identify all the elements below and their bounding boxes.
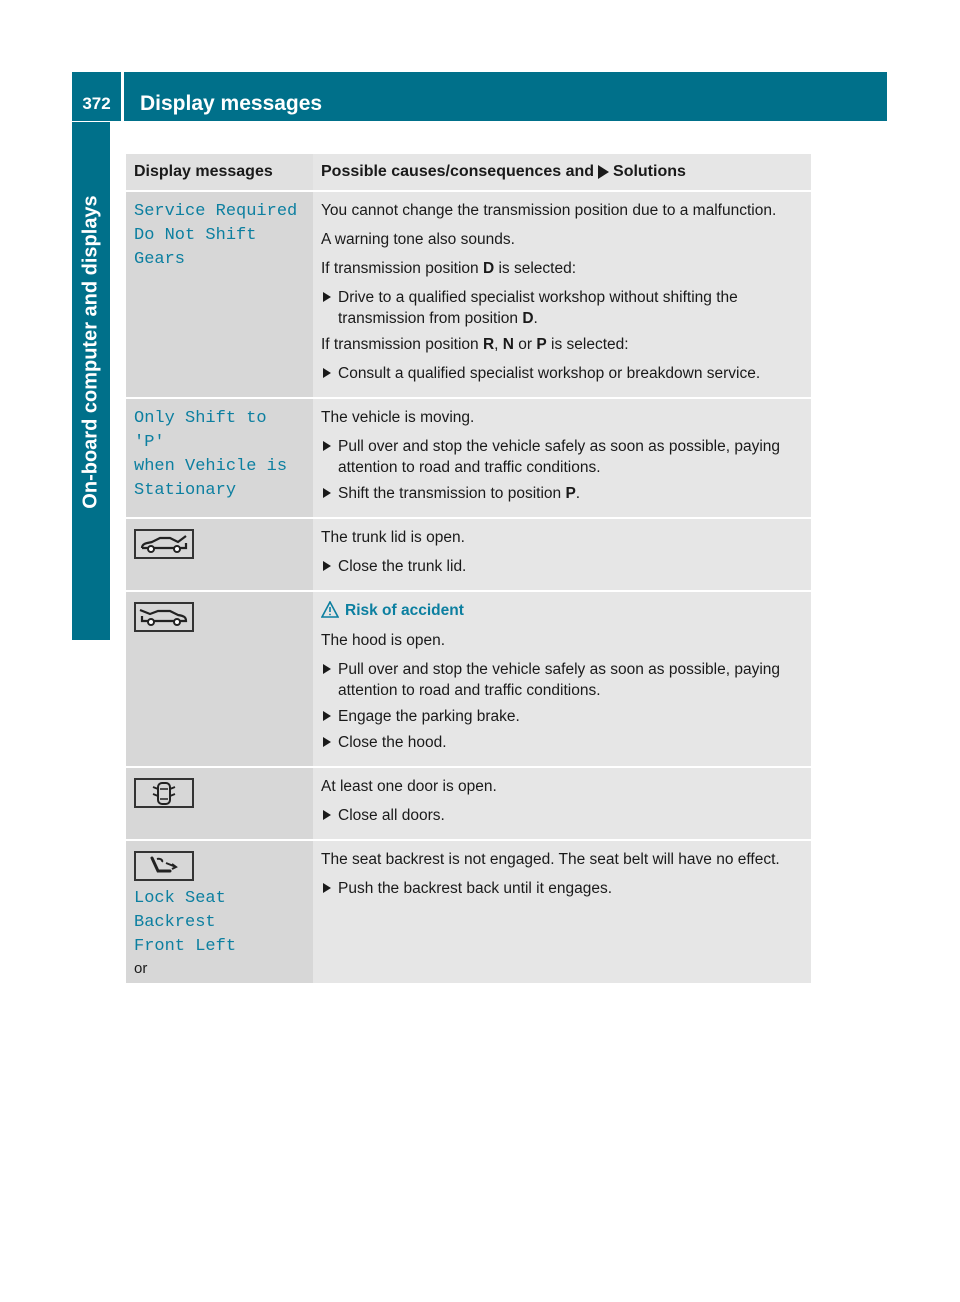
message-cell (126, 518, 313, 591)
text-part: . (575, 485, 581, 502)
solution-step: Pull over and stop the vehicle safely as soon as possible, paying attention to road and traffic conditions. (321, 659, 803, 701)
cause-text: The seat backrest is not engaged. The seat belt will have no effect. (321, 851, 780, 868)
solution-step: Close the hood. (321, 732, 803, 753)
section-title: Display messages (140, 92, 323, 115)
col-header-causes (313, 154, 811, 191)
message-cell (126, 767, 313, 840)
text-part: If transmission position (321, 260, 483, 277)
col-header-causes-text: Possible causes/consequences and (321, 163, 595, 180)
solution-arrow-icon (598, 165, 609, 179)
text-bold: P (565, 485, 576, 502)
solution-cell (313, 398, 811, 518)
page-number: 372 (72, 72, 124, 121)
message-line: Only Shift to 'P' (134, 409, 267, 452)
table-row (126, 191, 811, 398)
solution-step: Pull over and stop the vehicle safely as soon as possible, paying attention to road and traffic conditions. (321, 436, 803, 478)
cause-text: A warning tone also sounds. (321, 231, 515, 248)
solution-cell (313, 591, 811, 767)
table-row (126, 840, 811, 983)
or-text: or (134, 960, 148, 977)
col-header-solutions-text: Solutions (613, 163, 686, 180)
cause-text (321, 258, 803, 279)
cause-text: The hood is open. (321, 632, 446, 649)
text-part: is selected: (494, 260, 577, 277)
solution-step: Close all doors. (321, 805, 803, 826)
solution-cell (313, 840, 811, 983)
table-row (126, 591, 811, 767)
text-bold: D (482, 260, 495, 277)
col-header-display-messages: Display messages (126, 154, 313, 191)
warning-triangle-icon (321, 601, 339, 618)
table-header-row (126, 154, 811, 191)
trunk-open-icon (134, 529, 194, 559)
solution-step: Engage the parking brake. (321, 706, 803, 727)
solution-cell (313, 518, 811, 591)
text-bold: N (502, 336, 514, 353)
message-line: Do Not Shift Gears (134, 226, 257, 269)
cause-text: The trunk lid is open. (321, 529, 465, 546)
cause-text: You cannot change the transmission position due to a malfunction. (321, 202, 777, 219)
cause-text (321, 334, 803, 355)
message-line: Service Required (134, 202, 298, 221)
seat-backrest-icon (134, 851, 194, 881)
message-line: Lock Seat Backrest (134, 889, 226, 932)
message-line: Front Left (134, 937, 237, 956)
text-part: Drive to a qualified specialist workshop without shifting the transmission from position (338, 289, 738, 327)
text-bold: R (482, 336, 495, 353)
warning-heading (321, 600, 803, 621)
message-line: when Vehicle is (134, 457, 288, 476)
hood-open-icon (134, 602, 194, 632)
message-cell (126, 191, 313, 398)
solution-cell (313, 767, 811, 840)
side-tab-label: On-board computer and displays (79, 195, 102, 509)
cause-text: At least one door is open. (321, 778, 497, 795)
solution-step (321, 287, 803, 329)
side-tab-label-wrap (72, 122, 110, 582)
text-part: , (494, 336, 503, 353)
page-header (72, 72, 887, 121)
message-cell (126, 840, 313, 983)
text-part: Shift the transmission to position (338, 485, 566, 502)
door-open-icon (134, 778, 194, 808)
message-cell (126, 591, 313, 767)
text-part: If transmission position (321, 336, 483, 353)
message-line: Stationary (134, 481, 237, 500)
warning-text: Risk of accident (345, 602, 464, 619)
text-bold: P (536, 336, 547, 353)
table-row (126, 518, 811, 591)
solution-step: Push the backrest back until it engages. (321, 878, 803, 899)
table-row (126, 767, 811, 840)
text-part: or (514, 336, 537, 353)
text-bold: D (522, 310, 534, 327)
text-part: . (533, 310, 538, 327)
text-part: is selected: (546, 336, 629, 353)
display-messages-table (126, 154, 811, 983)
solution-cell (313, 191, 811, 398)
table-row (126, 398, 811, 518)
solution-step (321, 483, 803, 504)
cause-text: The vehicle is moving. (321, 409, 475, 426)
solution-step: Close the trunk lid. (321, 556, 803, 577)
message-cell (126, 398, 313, 518)
solution-step: Consult a qualified specialist workshop or breakdown service. (321, 363, 803, 384)
